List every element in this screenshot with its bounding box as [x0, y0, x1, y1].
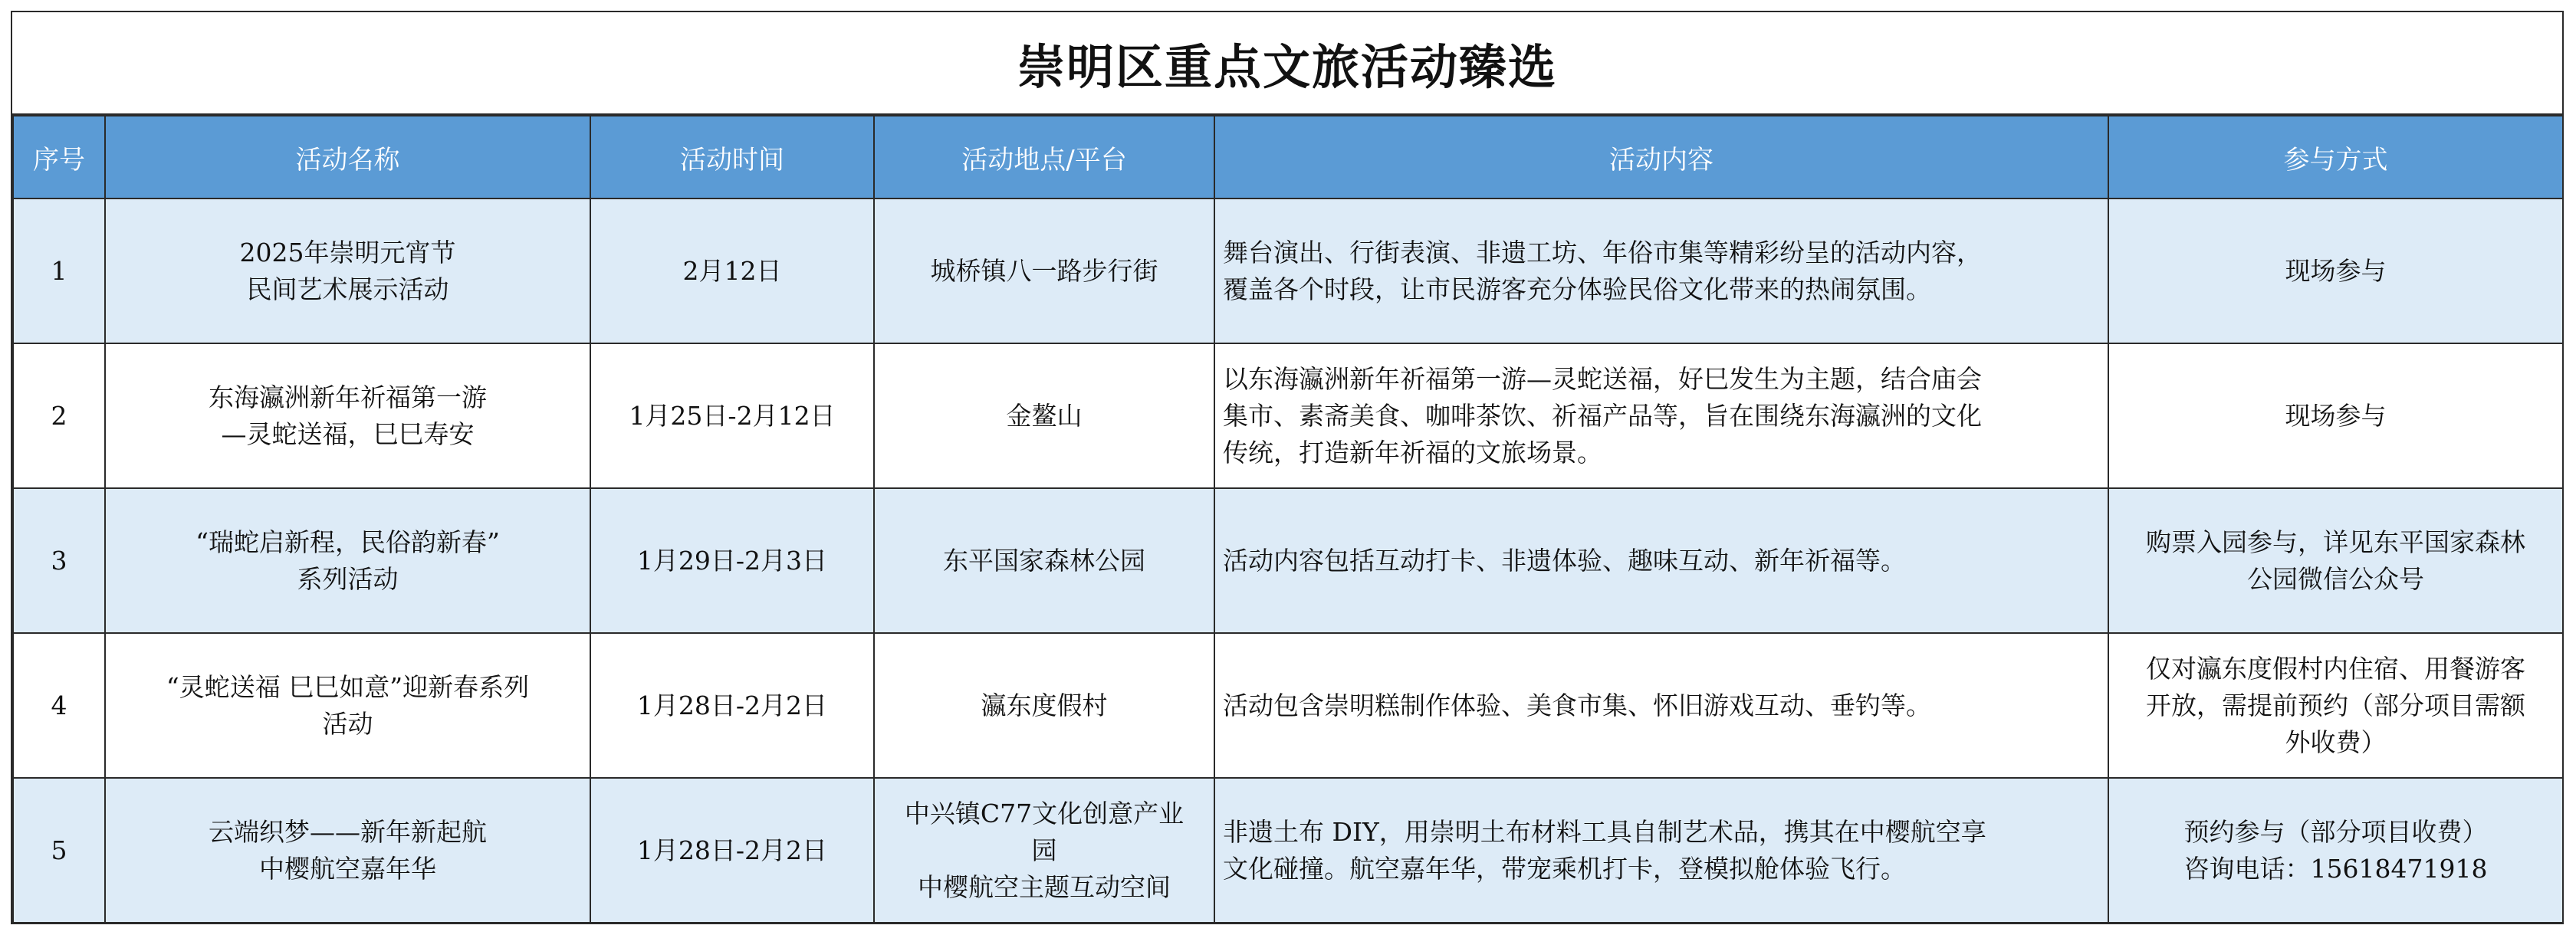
activity-place-line: 东平国家森林公园 [943, 545, 1145, 576]
participation-line: 购票入园参与，详见东平国家森林 [2146, 527, 2525, 557]
activity-place-line: 瀛东度假村 [981, 690, 1108, 720]
activity-place [874, 488, 1214, 633]
activity-sheet [11, 11, 2564, 924]
participation-method [2108, 778, 2563, 923]
activity-place [874, 198, 1214, 343]
table-row [13, 198, 2563, 343]
activity-content-line: 非遗土布 DIY，用崇明土布材料工具自制艺术品，携其在中樱航空享 [1223, 816, 1986, 847]
participation-method [2108, 488, 2563, 633]
activity-place-line: 城桥镇八一路步行街 [930, 255, 1158, 286]
activity-name-line: 东海瀛洲新年祈福第一游 [209, 382, 487, 412]
participation-line: 咨询电话：15618471918 [2183, 853, 2488, 884]
row-index: 2 [13, 343, 105, 488]
table-row [13, 488, 2563, 633]
activity-name-line: 活动 [322, 708, 373, 739]
activity-content-line: 舞台演出、行街表演、非遗工坊、年俗市集等精彩纷呈的活动内容， [1223, 237, 1982, 267]
activity-name [105, 633, 590, 778]
activity-name-line: 民间艺术展示活动 [246, 274, 449, 304]
activity-name-line: 中樱航空嘉年华 [259, 853, 436, 884]
activity-content-line: 活动内容包括互动打卡、非遗体验、趣味互动、新年祈福等。 [1223, 545, 1906, 576]
activity-content [1214, 488, 2108, 633]
title-row [12, 12, 2562, 115]
table-header-row [13, 116, 2563, 198]
column-header-name: 活动名称 [105, 116, 590, 198]
activity-place [874, 343, 1214, 488]
activity-name [105, 488, 590, 633]
row-index: 3 [13, 488, 105, 633]
column-header-place: 活动地点/平台 [874, 116, 1214, 198]
participation-line: 现场参与 [2285, 400, 2387, 431]
column-header-time: 活动时间 [590, 116, 874, 198]
activity-content-line: 集市、素斋美食、咖啡茶饮、祈福产品等，旨在围绕东海瀛洲的文化 [1223, 400, 1982, 431]
participation-method [2108, 343, 2563, 488]
participation-line: 预约参与（部分项目收费） [2183, 816, 2488, 847]
activity-name-line: 云端织梦——新年新起航 [209, 816, 487, 847]
activity-content [1214, 198, 2108, 343]
activity-place [874, 778, 1214, 923]
column-header-participation: 参与方式 [2108, 116, 2563, 198]
column-header-content: 活动内容 [1214, 116, 2108, 198]
column-header-index: 序号 [13, 116, 105, 198]
activity-name-line: “瑞蛇启新程，民俗韵新春” [196, 527, 500, 557]
activity-place-line: 中兴镇C77文化创意产业 [904, 798, 1184, 828]
participation-line: 外收费） [2285, 727, 2387, 757]
activity-time: 1月29日-2月3日 [590, 488, 874, 633]
activity-table [12, 115, 2564, 924]
activity-name-line: —灵蛇送福，巳巳寿安 [221, 418, 475, 449]
activity-content-line: 文化碰撞。航空嘉年华，带宠乘机打卡，登模拟舱体验飞行。 [1223, 853, 1906, 884]
activity-content [1214, 343, 2108, 488]
activity-time: 2月12日 [590, 198, 874, 343]
activity-place [874, 633, 1214, 778]
table-row [13, 633, 2563, 778]
activity-content-line: 活动包含崇明糕制作体验、美食市集、怀旧游戏互动、垂钓等。 [1223, 690, 1931, 720]
activity-content [1214, 633, 2108, 778]
activity-place-line: 金鳌山 [1006, 400, 1083, 431]
participation-method [2108, 198, 2563, 343]
participation-line: 开放，需提前预约（部分项目需额 [2146, 690, 2525, 720]
activity-content-line: 覆盖各个时段，让市民游客充分体验民俗文化带来的热闹氛围。 [1223, 274, 1931, 304]
table-row [13, 343, 2563, 488]
activity-name-line: “灵蛇送福 巳巳如意”迎新春系列 [166, 671, 530, 702]
activity-time: 1月25日-2月12日 [590, 343, 874, 488]
row-index: 5 [13, 778, 105, 923]
row-index: 4 [13, 633, 105, 778]
activity-name-line: 2025年崇明元宵节 [239, 237, 456, 267]
activity-name [105, 343, 590, 488]
participation-line: 仅对瀛东度假村内住宿、用餐游客 [2146, 653, 2525, 684]
participation-method [2108, 633, 2563, 778]
activity-name-line: 系列活动 [297, 563, 399, 594]
activity-name [105, 198, 590, 343]
sheet-title: 崇明区重点文旅活动臻选 [1017, 38, 1557, 95]
participation-line: 现场参与 [2285, 255, 2387, 286]
activity-content-line: 以东海瀛洲新年祈福第一游—灵蛇送福，好巳发生为主题，结合庙会 [1223, 363, 1982, 394]
activity-time: 1月28日-2月2日 [590, 633, 874, 778]
activity-content-line: 传统，打造新年祈福的文旅场景。 [1223, 437, 1602, 468]
activity-place-line: 中樱航空主题互动空间 [918, 871, 1171, 902]
activity-content [1214, 778, 2108, 923]
activity-place-line: 园 [1031, 835, 1057, 865]
participation-line: 公园微信公众号 [2247, 563, 2424, 594]
table-row [13, 778, 2563, 923]
activity-name [105, 778, 590, 923]
row-index: 1 [13, 198, 105, 343]
activity-time: 1月28日-2月2日 [590, 778, 874, 923]
